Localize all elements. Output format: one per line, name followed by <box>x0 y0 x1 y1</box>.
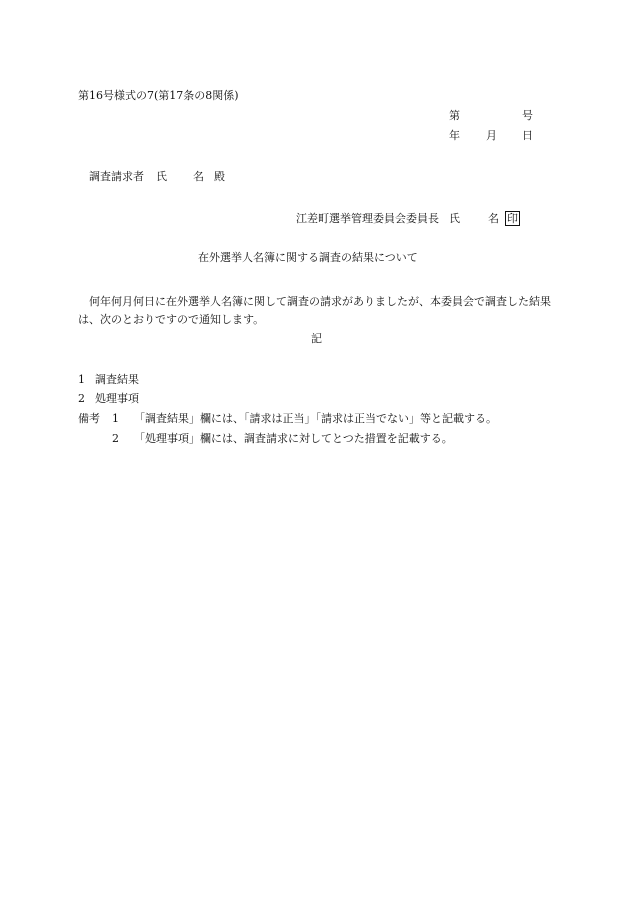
item-text: 調査結果 <box>95 373 139 386</box>
addressee-honorific: 殿 <box>214 170 225 183</box>
item-number: 2 <box>78 392 85 405</box>
form-identifier: 第16号様式の7(第17条の8関係) <box>78 89 239 102</box>
sender-organization: 江差町選挙管理委員会委員長 <box>296 212 439 225</box>
note-entry <box>78 433 453 444</box>
document-number-suffix: 号 <box>522 109 533 122</box>
seal-stamp: 印 <box>507 212 518 225</box>
note-text: 「処理事項」欄には、調査請求に対してとつた措置を記載する。 <box>134 432 453 445</box>
body-paragraph <box>78 293 558 329</box>
item-text: 処理事項 <box>95 392 139 405</box>
body-text: 何年何月何日に在外選挙人名簿に関して調査の請求がありましたが、本委員会で調査した結果は、次のとおりですので通知します。 <box>78 295 551 326</box>
date-day: 日 <box>522 129 533 142</box>
sender-line <box>296 211 520 226</box>
item-number: 1 <box>78 373 85 386</box>
document-title: 在外選挙人名簿に関する調査の結果について <box>198 251 418 264</box>
notes-label: 備考 <box>78 412 100 425</box>
addressee-mei: 名 <box>193 170 204 183</box>
date-year: 年 <box>449 129 460 142</box>
list-item <box>78 393 139 404</box>
note-number: 2 <box>112 432 119 445</box>
addressee-line <box>89 171 225 182</box>
sender-mei: 名 <box>488 212 499 225</box>
date-month: 月 <box>486 129 497 142</box>
list-item <box>78 374 139 385</box>
addressee-role: 調査請求者 <box>89 170 144 183</box>
note-text: 「調査結果」欄には、「請求は正当」「請求は正当でない」等と記載する。 <box>134 412 497 425</box>
addressee-shi: 氏 <box>156 170 167 183</box>
ki-heading: 記 <box>311 332 322 345</box>
note-number: 1 <box>112 412 119 425</box>
document-number-prefix: 第 <box>449 109 460 122</box>
sender-shi: 氏 <box>449 212 460 225</box>
note-entry <box>78 413 497 424</box>
